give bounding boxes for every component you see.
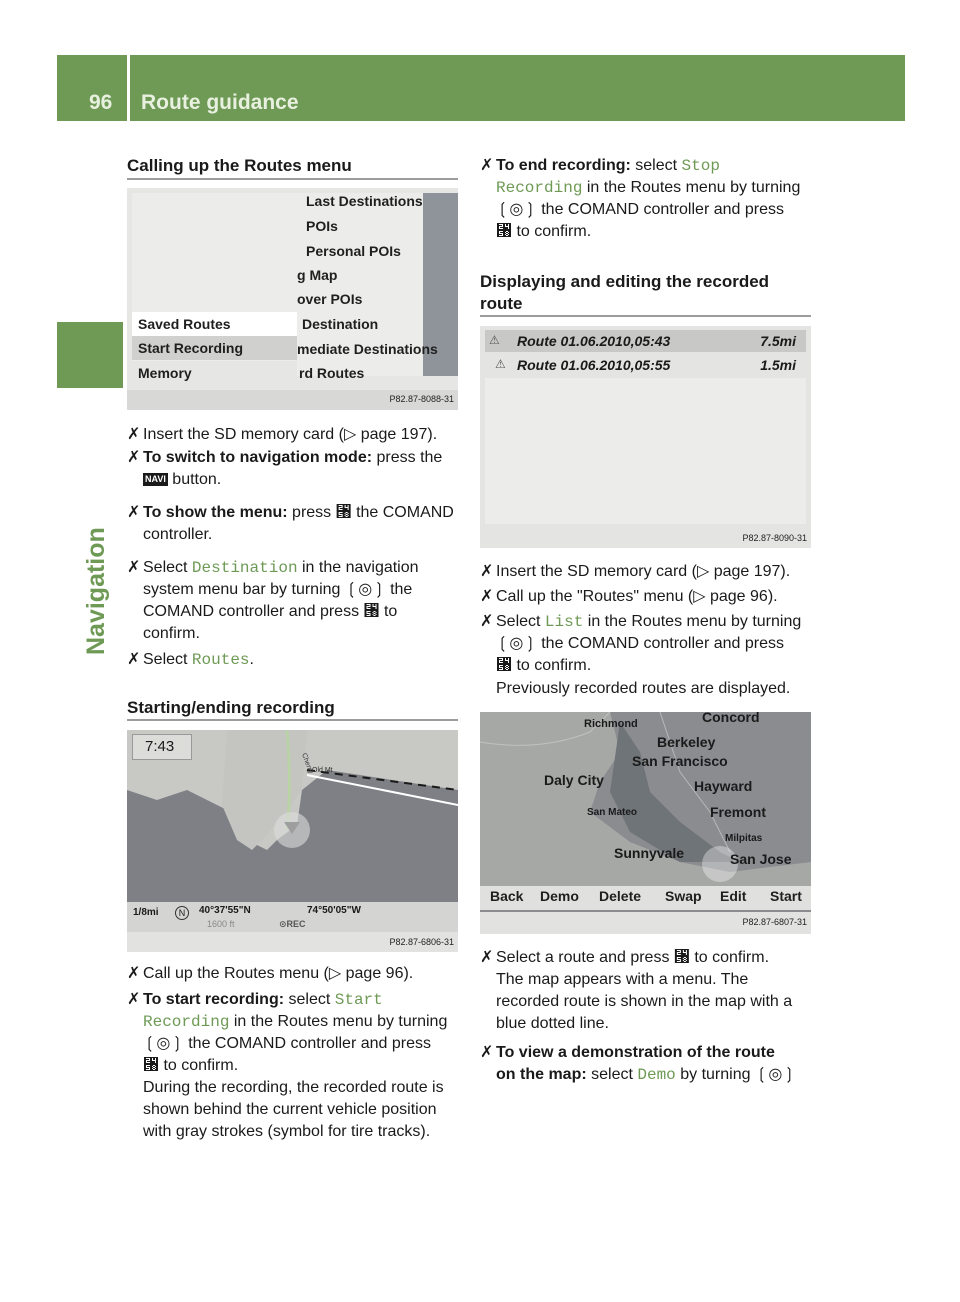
compass-icon: N <box>175 906 189 920</box>
city-label: Fremont <box>710 804 766 820</box>
list-item: ✗ To start recording: select Start <box>127 991 383 1009</box>
city-label: Berkeley <box>657 734 716 750</box>
list-item-continuation: confirm. <box>143 625 200 642</box>
route-list-area <box>485 378 806 524</box>
list-item: ✗ Call up the "Routes" menu (▷ page 96). <box>480 586 778 608</box>
section-title: Route guidance <box>141 91 299 114</box>
road-label: Old Mt <box>312 767 333 774</box>
list-item-continuation: The map appears with a menu. The <box>496 971 749 988</box>
menu-item[interactable]: mediate Destinations <box>297 341 438 357</box>
menu-item[interactable]: Destination <box>302 316 379 332</box>
longitude: 74°50'05"W <box>307 905 361 916</box>
list-item: ✗ To view a demonstration of the route <box>480 1042 775 1064</box>
menu-item-start-recording[interactable]: Start Recording <box>132 336 297 360</box>
list-item: ✗ To switch to navigation mode: press the <box>127 447 474 469</box>
list-item-continuation: system menu bar by turning ❲◎❳ the <box>143 581 413 598</box>
list-item: ✗ To end recording: select Stop <box>480 157 720 175</box>
map-menu-bar <box>480 886 811 910</box>
clock-time: 7:43 <box>145 738 175 755</box>
list-item: ✗ Insert the SD memory card (▷ page 197). <box>480 561 790 583</box>
route-distance: 1.5mi <box>760 357 796 373</box>
arrow-icon: ✗ <box>127 991 141 1008</box>
page-header <box>57 55 905 121</box>
arrow-icon: ✗ <box>127 559 141 576</box>
arrow-icon: ✗ <box>480 157 494 174</box>
screenshot-route-map <box>480 712 811 934</box>
city-label: Concord <box>702 712 760 725</box>
figure-footer <box>127 390 458 410</box>
list-item: ✗ Insert the SD memory card (▷ page 197). <box>127 424 437 446</box>
screenshot-route-list <box>480 326 811 548</box>
menu-item[interactable]: POIs <box>306 218 338 234</box>
menu-item-memory[interactable]: Memory <box>132 361 297 385</box>
route-row-selected[interactable] <box>485 330 806 352</box>
delete-button[interactable]: Delete <box>599 888 642 904</box>
menu-item[interactable]: Personal POIs <box>306 243 401 259</box>
arrow-icon: ✗ <box>480 588 494 605</box>
page-number: 96 <box>89 91 113 114</box>
latitude: 40°37'55"N <box>199 905 251 916</box>
list-item: ✗ Call up the Routes menu (▷ page 96). <box>127 963 413 985</box>
arrow-icon: ✗ <box>127 449 141 466</box>
arrow-icon: ✗ <box>127 426 141 443</box>
list-item-continuation: ⑘ to confirm. <box>143 1057 239 1074</box>
back-button[interactable]: Back <box>490 888 524 904</box>
navi-button-icon: NAVI <box>145 474 166 484</box>
city-label: Hayward <box>694 778 753 794</box>
figure-code: P82.87-8088-31 <box>389 394 454 404</box>
heading-recorded-route: Displaying and editing the recorded route <box>480 272 770 313</box>
figure-footer <box>127 932 458 952</box>
city-label: Daly City <box>544 772 604 788</box>
rec-indicator: ⊙REC <box>279 919 306 929</box>
arrow-icon: ✗ <box>480 949 494 966</box>
heading-routes-menu: Calling up the Routes menu <box>127 156 352 175</box>
list-item-continuation: ❲◎❳ the COMAND controller and press <box>496 635 784 652</box>
list-item: ✗ Select Routes. <box>127 651 254 669</box>
divider <box>127 719 458 721</box>
list-item-continuation: During the recording, the recorded route is <box>143 1079 444 1096</box>
list-item: ✗ Select a route and press ⑘ to confirm. <box>480 947 769 969</box>
screenshot-routes-menu <box>127 188 458 410</box>
side-tab <box>60 365 120 655</box>
start-button[interactable]: Start <box>770 888 802 904</box>
menu-item[interactable]: g Map <box>297 267 338 283</box>
list-item-continuation: blue dotted line. <box>496 1015 609 1032</box>
screenshot-recording-map <box>127 730 458 952</box>
list-item-continuation: with gray strokes (symbol for tire tracks). <box>143 1123 431 1140</box>
list-item-continuation: shown behind the current vehicle position <box>143 1101 437 1118</box>
list-item-continuation: Recording in the Routes menu by turning <box>143 1013 448 1031</box>
figure-code: P82.87-6807-31 <box>742 917 807 927</box>
city-label: San Jose <box>730 851 792 867</box>
list-item-continuation: Previously recorded routes are displayed. <box>496 680 791 697</box>
side-tab-label: Navigation <box>82 527 110 655</box>
city-label: Sunnyvale <box>614 845 685 861</box>
arrow-icon: ✗ <box>480 1044 494 1061</box>
scale-label: 1/8mi <box>133 907 159 918</box>
demo-button[interactable]: Demo <box>540 888 579 904</box>
route-row[interactable] <box>485 354 806 376</box>
clock-box <box>132 734 192 760</box>
list-item: ✗ Select Destination in the navigation <box>127 559 419 577</box>
list-item-continuation: ❲◎❳ the COMAND controller and press <box>496 201 784 218</box>
list-item-continuation: ⑘ to confirm. <box>496 223 592 240</box>
city-label: San Mateo <box>587 807 638 818</box>
list-item-continuation: on the map: select Demo by turning ❲◎❳ <box>496 1066 796 1084</box>
menu-item[interactable]: over POIs <box>297 291 363 307</box>
menu-item-saved-routes[interactable]: Saved Routes <box>132 312 297 336</box>
divider <box>127 178 458 180</box>
figure-code: P82.87-8090-31 <box>742 533 807 543</box>
list-item-continuation: ⑘ to confirm. <box>496 657 592 674</box>
heading-recording: Starting/ending recording <box>127 698 335 717</box>
list-item-continuation: COMAND controller and press ⑘ to <box>143 603 398 620</box>
figure-code: P82.87-6806-31 <box>389 937 454 947</box>
route-distance: 7.5mi <box>760 333 796 349</box>
route-name: Route 01.06.2010,05:43 <box>517 333 671 349</box>
arrow-icon: ✗ <box>480 563 494 580</box>
list-item-continuation: controller. <box>143 526 213 543</box>
route-icon: ⚠ <box>495 357 506 371</box>
status-bar <box>127 902 458 932</box>
road-label: Cherry <box>300 752 314 775</box>
header-divider <box>127 55 130 121</box>
city-label: Milpitas <box>725 833 763 844</box>
swap-button[interactable]: Swap <box>665 888 702 904</box>
route-name: Route 01.06.2010,05:55 <box>517 357 671 373</box>
figure-footer <box>480 912 811 934</box>
list-item-continuation: Recording in the Routes menu by turning <box>496 179 801 197</box>
arrow-icon: ✗ <box>127 965 141 982</box>
city-label: San Francisco <box>632 753 728 769</box>
edit-button[interactable]: Edit <box>720 888 747 904</box>
list-item-continuation: NAVI button. <box>145 471 222 488</box>
arrow-icon: ✗ <box>127 651 141 668</box>
list-item: ✗ To show the menu: press ⑘ the COMAND <box>127 502 454 524</box>
list-item: ✗ Select List in the Routes menu by turning <box>480 613 802 631</box>
divider <box>480 315 811 317</box>
list-item-continuation: recorded route is shown in the map with a <box>496 993 793 1010</box>
list-item-continuation: ❲◎❳ the COMAND controller and press <box>143 1035 431 1052</box>
menu-item[interactable]: Last Destinations <box>306 193 423 209</box>
arrow-icon: ✗ <box>480 613 494 630</box>
route-icon: ⚠ <box>489 333 500 347</box>
arrow-icon: ✗ <box>127 504 141 521</box>
city-label: Richmond <box>584 718 638 730</box>
menu-item[interactable]: rd Routes <box>299 365 365 381</box>
altitude: 1600 ft <box>207 919 235 929</box>
